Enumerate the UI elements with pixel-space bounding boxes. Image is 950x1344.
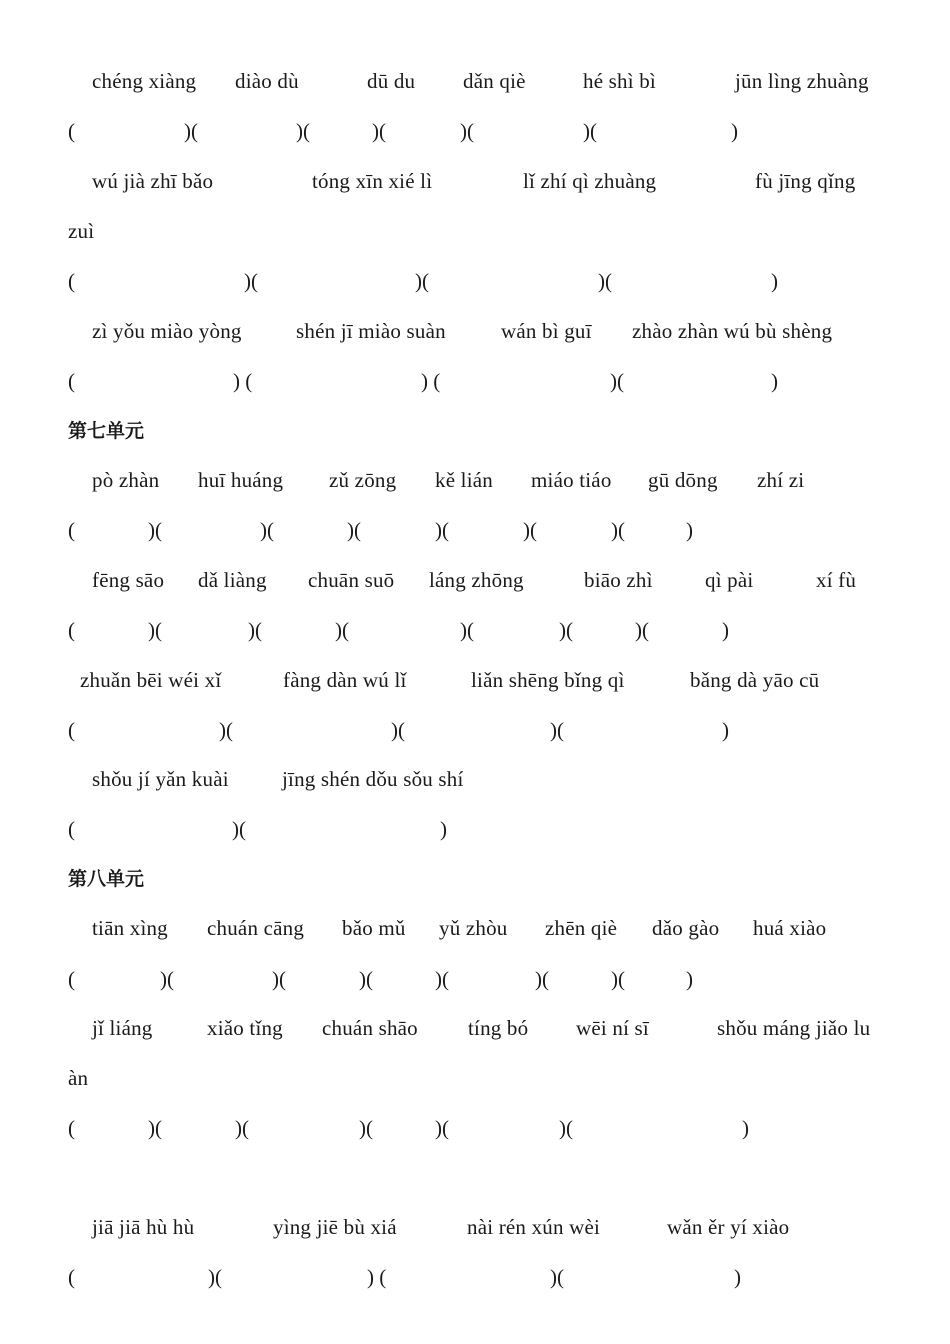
answer-bracket-open[interactable]: ( <box>68 119 75 143</box>
answer-bracket-joint[interactable]: )( <box>372 119 386 143</box>
pinyin-item: kě lián <box>435 468 493 492</box>
pinyin-item: yǔ zhòu <box>439 916 508 940</box>
pinyin-item: shén jī miào suàn <box>296 319 446 343</box>
pinyin-item: hé shì bì <box>583 69 656 93</box>
pinyin-item: bǎo mǔ <box>342 916 406 940</box>
pinyin-item: lǐ zhí qì zhuàng <box>523 169 657 193</box>
pinyin-item: gū dōng <box>648 468 718 492</box>
pinyin-item-wrapped: àn <box>68 1066 89 1090</box>
answer-bracket-joint[interactable]: )( <box>260 518 274 542</box>
answer-bracket-joint[interactable]: )( <box>460 119 474 143</box>
answer-bracket-open[interactable]: ( <box>68 718 75 742</box>
pinyin-item: fàng dàn wú lǐ <box>283 668 407 692</box>
pinyin-item: zǔ zōng <box>329 468 397 492</box>
answer-bracket-joint[interactable]: )( <box>559 1116 573 1140</box>
answer-bracket-joint[interactable]: )( <box>160 967 174 991</box>
pinyin-item-wrapped: zuì <box>68 219 95 243</box>
pinyin-item: dū du <box>367 69 416 93</box>
answer-bracket-joint[interactable]: )( <box>559 618 573 642</box>
answer-bracket-joint[interactable]: )( <box>148 518 162 542</box>
answer-bracket-joint[interactable]: )( <box>435 518 449 542</box>
pinyin-item: láng zhōng <box>429 568 524 592</box>
answer-bracket-joint[interactable]: )( <box>611 967 625 991</box>
answer-bracket-joint[interactable]: )( <box>235 1116 249 1140</box>
pinyin-item: yìng jiē bù xiá <box>273 1215 397 1239</box>
answer-bracket-close[interactable]: ) <box>734 1265 741 1289</box>
answer-bracket-joint[interactable]: ) ( <box>233 369 253 393</box>
answer-bracket-joint[interactable]: )( <box>535 967 549 991</box>
answer-bracket-joint[interactable]: )( <box>272 967 286 991</box>
pinyin-item: zhào zhàn wú bù shèng <box>632 319 833 343</box>
pinyin-item: chuán shāo <box>322 1016 418 1040</box>
pinyin-item: jiā jiā hù hù <box>92 1215 195 1239</box>
pinyin-item: jīng shén dǒu sǒu shí <box>282 767 464 791</box>
answer-bracket-open[interactable]: ( <box>68 369 75 393</box>
answer-bracket-close[interactable]: ) <box>722 618 729 642</box>
pinyin-item: zhuǎn bēi wéi xǐ <box>80 668 222 692</box>
pinyin-item: liǎn shēng bǐng qì <box>471 668 625 692</box>
pinyin-item: wú jià zhī bǎo <box>92 169 214 193</box>
answer-bracket-open[interactable]: ( <box>68 1265 75 1289</box>
answer-bracket-joint[interactable]: )( <box>415 269 429 293</box>
answer-bracket-joint[interactable]: )( <box>460 618 474 642</box>
pinyin-item: jūn lìng zhuàng <box>735 69 869 93</box>
pinyin-item: chuán cāng <box>207 916 305 940</box>
pinyin-item: huá xiào <box>753 916 827 940</box>
answer-bracket-joint[interactable]: ) ( <box>367 1265 387 1289</box>
answer-bracket-close[interactable]: ) <box>722 718 729 742</box>
answer-bracket-joint[interactable]: )( <box>435 1116 449 1140</box>
answer-bracket-joint[interactable]: )( <box>208 1265 222 1289</box>
answer-bracket-joint[interactable]: )( <box>359 1116 373 1140</box>
pinyin-item: tíng bó <box>468 1016 529 1040</box>
answer-bracket-joint[interactable]: )( <box>148 1116 162 1140</box>
pinyin-item: shǒu máng jiǎo lu <box>717 1016 871 1040</box>
answer-bracket-joint[interactable]: ) ( <box>421 369 441 393</box>
answer-bracket-joint[interactable]: )( <box>359 967 373 991</box>
pinyin-item: dǎo gào <box>652 916 720 940</box>
answer-bracket-open[interactable]: ( <box>68 518 75 542</box>
answer-bracket-joint[interactable]: )( <box>335 618 349 642</box>
answer-bracket-joint[interactable]: )( <box>347 518 361 542</box>
pinyin-item: chuān suō <box>308 568 395 592</box>
pinyin-item: biāo zhì <box>584 568 653 592</box>
answer-bracket-joint[interactable]: )( <box>248 618 262 642</box>
answer-bracket-joint[interactable]: )( <box>148 618 162 642</box>
pinyin-item: shǒu jí yǎn kuài <box>92 767 229 791</box>
pinyin-item: wǎn ěr yí xiào <box>667 1215 790 1239</box>
pinyin-item: pò zhàn <box>92 468 160 492</box>
answer-bracket-open[interactable]: ( <box>68 967 75 991</box>
pinyin-item: huī huáng <box>198 468 284 492</box>
answer-bracket-joint[interactable]: )( <box>219 718 233 742</box>
answer-bracket-joint[interactable]: )( <box>523 518 537 542</box>
unit-heading: 第七单元 <box>68 420 145 442</box>
pinyin-item: fù jīng qǐng <box>755 169 856 193</box>
pinyin-item: wán bì guī <box>501 319 592 343</box>
pinyin-item: diào dù <box>235 69 299 93</box>
pinyin-item: wēi ní sī <box>576 1016 649 1040</box>
pinyin-item: qì pài <box>705 568 754 592</box>
answer-bracket-open[interactable]: ( <box>68 618 75 642</box>
answer-bracket-joint[interactable]: )( <box>296 119 310 143</box>
answer-bracket-joint[interactable]: )( <box>583 119 597 143</box>
answer-bracket-close[interactable]: ) <box>686 967 693 991</box>
pinyin-item: bǎng dà yāo cū <box>690 668 820 692</box>
unit-heading: 第八单元 <box>68 868 145 890</box>
pinyin-item: dǎn qiè <box>463 69 526 93</box>
answer-bracket-joint[interactable]: )( <box>232 817 246 841</box>
pinyin-item: nài rén xún wèi <box>467 1215 601 1239</box>
answer-bracket-joint[interactable]: )( <box>435 967 449 991</box>
answer-bracket-close[interactable]: ) <box>771 369 778 393</box>
answer-bracket-open[interactable]: ( <box>68 1116 75 1140</box>
pinyin-item: xí fù <box>816 568 857 592</box>
answer-bracket-close[interactable]: ) <box>731 119 738 143</box>
answer-bracket-joint[interactable]: )( <box>550 718 564 742</box>
pinyin-item: zhēn qiè <box>545 916 618 940</box>
pinyin-item: dǎ liàng <box>198 568 267 592</box>
pinyin-item: zhí zi <box>757 468 805 492</box>
answer-bracket-joint[interactable]: )( <box>610 369 624 393</box>
pinyin-item: tóng xīn xié lì <box>312 169 433 193</box>
answer-bracket-joint[interactable]: )( <box>598 269 612 293</box>
pinyin-item: miáo tiáo <box>531 468 612 492</box>
answer-bracket-joint[interactable]: )( <box>635 618 649 642</box>
answer-bracket-joint[interactable]: )( <box>184 119 198 143</box>
answer-bracket-joint[interactable]: )( <box>550 1265 564 1289</box>
answer-bracket-open[interactable]: ( <box>68 269 75 293</box>
pinyin-item: xiǎo tǐng <box>207 1016 283 1040</box>
answer-bracket-open[interactable]: ( <box>68 817 75 841</box>
answer-bracket-close[interactable]: ) <box>686 518 693 542</box>
pinyin-item: zì yǒu miào yòng <box>92 319 242 343</box>
pinyin-item: tiān xìng <box>92 916 168 940</box>
pinyin-item: chéng xiàng <box>92 69 197 93</box>
pinyin-item: jǐ liáng <box>92 1016 153 1040</box>
answer-bracket-close[interactable]: ) <box>440 817 447 841</box>
answer-bracket-joint[interactable]: )( <box>391 718 405 742</box>
pinyin-item: fēng sāo <box>92 568 165 592</box>
answer-bracket-joint[interactable]: )( <box>244 269 258 293</box>
answer-bracket-close[interactable]: ) <box>742 1116 749 1140</box>
answer-bracket-joint[interactable]: )( <box>611 518 625 542</box>
answer-bracket-close[interactable]: ) <box>771 269 778 293</box>
